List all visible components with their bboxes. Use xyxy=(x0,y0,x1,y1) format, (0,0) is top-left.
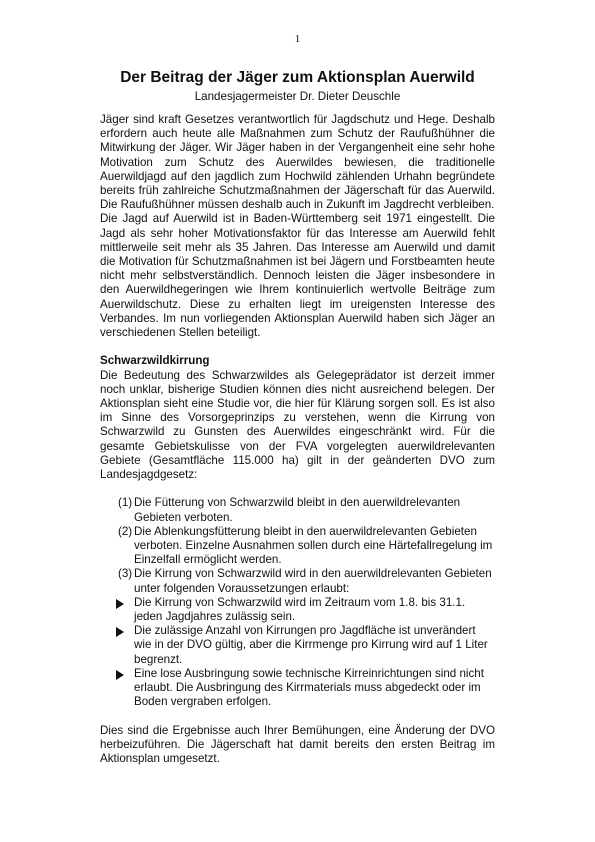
list-marker: (2) xyxy=(118,524,133,538)
list-item xyxy=(100,496,495,524)
list-item-text: Die Fütterung von Schwarzwild bleibt in den auerwildrelevanten Gebieten verboten. xyxy=(134,496,461,524)
document-body xyxy=(100,113,495,766)
closing-paragraph: Dies sind die Ergebnisse auch Ihrer Bemühungen, eine Änderung der DVO herbeizuführen. Die Jägerschaft hat damit bereits den ersten Beitrag im Aktionsplan umgesetzt. xyxy=(100,723,495,766)
regulation-list xyxy=(100,496,495,709)
arrow-bullet-icon xyxy=(116,627,124,637)
section-heading: Schwarzwildkirrung xyxy=(100,354,210,368)
list-item-text: Die Ablenkungsfütterung bleibt in den auerwildrelevanten Gebieten verboten. Einzelne Ausnahmen sollen durch eine Härtefallregelung im Einzelfall ermöglicht werden. xyxy=(134,524,493,567)
bullet-text: Eine lose Ausbringung sowie technische Kirreinrichtungen sind nicht erlaubt. Die Ausbringung des Kirrmaterials muss abgedeckt oder im Boden vergraben erfolgen. xyxy=(134,666,484,709)
spacer xyxy=(100,340,495,354)
page-number: 1 xyxy=(294,33,301,45)
bullet-item xyxy=(100,667,495,710)
arrow-bullet-icon xyxy=(116,670,124,680)
list-marker: (1) xyxy=(118,496,133,510)
spacer xyxy=(100,482,495,496)
document-title: Der Beitrag der Jäger zum Aktionsplan Auerwild xyxy=(120,69,475,86)
bullet-text: Die zulässige Anzahl von Kirrungen pro Jagdfläche ist unverändert wie in der DVO gültig, aber die Kirrmenge pro Kirrung wird auf 1 Liter begrenzt. xyxy=(134,624,488,666)
list-item xyxy=(100,567,495,595)
spacer xyxy=(100,710,495,724)
bullet-text: Die Kirrung von Schwarzwild wird im Zeitraum vom 1.8. bis 31.1. jeden Jagdjahres zulässig sein. xyxy=(134,595,466,624)
list-item-text: Die Kirrung von Schwarzwild wird in den auerwildrelevanten Gebieten unter folgenden Voraussetzungen erlaubt: xyxy=(134,567,492,595)
list-item xyxy=(100,525,495,568)
author-line: Landesjagermeister Dr. Dieter Deuschle xyxy=(194,90,401,103)
section-intro-paragraph: Die Bedeutung des Schwarzwildes als Gelegeprädator ist derzeit immer noch unklar, bisherige Studien können dies nicht ausreichend belegen. Der Aktionsplan sieht eine Studie vor, die hier für Klärung sorgen soll. Es ist also im Sinne des Vorsorgeprinzips zu verstehen, wenn die Kirrung von Schwarzwild zu Gunsten des Auerwildes eingeschränkt wird. Für die gesamte Gebietskulisse von der FVA vorgelegten auerwildrelevanten Gebiete (Gesamtfläche 115.000 ha) gilt in der geänderten DVO zum Landesjagdgesetz: xyxy=(100,368,495,482)
paragraph-intro: Jäger sind kraft Gesetzes verantwortlich für Jagdschutz und Hege. Deshalb erfordern auch heute alle Maßnahmen zum Schutz der Raufußhühner die Mitwirkung der Jäger. Wir Jäger haben in der Vergangenheit eine sehr hohe Motivation zum Schutz des Auerwildes bewiesen, die traditionelle Auerwildjagd auf den jagdlich zum Hochwild zählenden Urhahn begründete bereits früh zahlreiche Schutzmaßnahmen der Jägerschaft für das Auerwild. Die Raufußhühner müssen deshalb auch in Zukunft im Jagdrecht verbleiben. xyxy=(100,113,495,212)
bullet-item xyxy=(100,624,495,667)
paragraph-hunting-history: Die Jagd auf Auerwild ist in Baden-Württemberg seit 1971 eingestellt. Die Jagd als sehr hoher Motivationsfaktor für das Interesse am Auerwild fehlt mittlerweile seit mehr als 35 Jahren. Das Interesse am Auerwild und damit die Motivation für Schutzmaßnahmen ist bei Jägern und Forstbeamten heute nicht mehr selbstverständlich. Dennoch leisten die Jäger insbesondere in den Auerwildhegeringen wie Ihrem kontinuierlich wertvolle Beiträge zum Auerwildschutz. Diese zu erhalten liegt im ureigensten Interesse des Verbandes. Im nun vorliegenden Aktionsplan Auerwild haben sich Jäger an verschiedenen Stellen beteiligt. xyxy=(100,212,495,340)
list-marker: (3) xyxy=(118,567,133,581)
arrow-bullet-icon xyxy=(116,599,124,609)
bullet-item xyxy=(100,596,495,624)
